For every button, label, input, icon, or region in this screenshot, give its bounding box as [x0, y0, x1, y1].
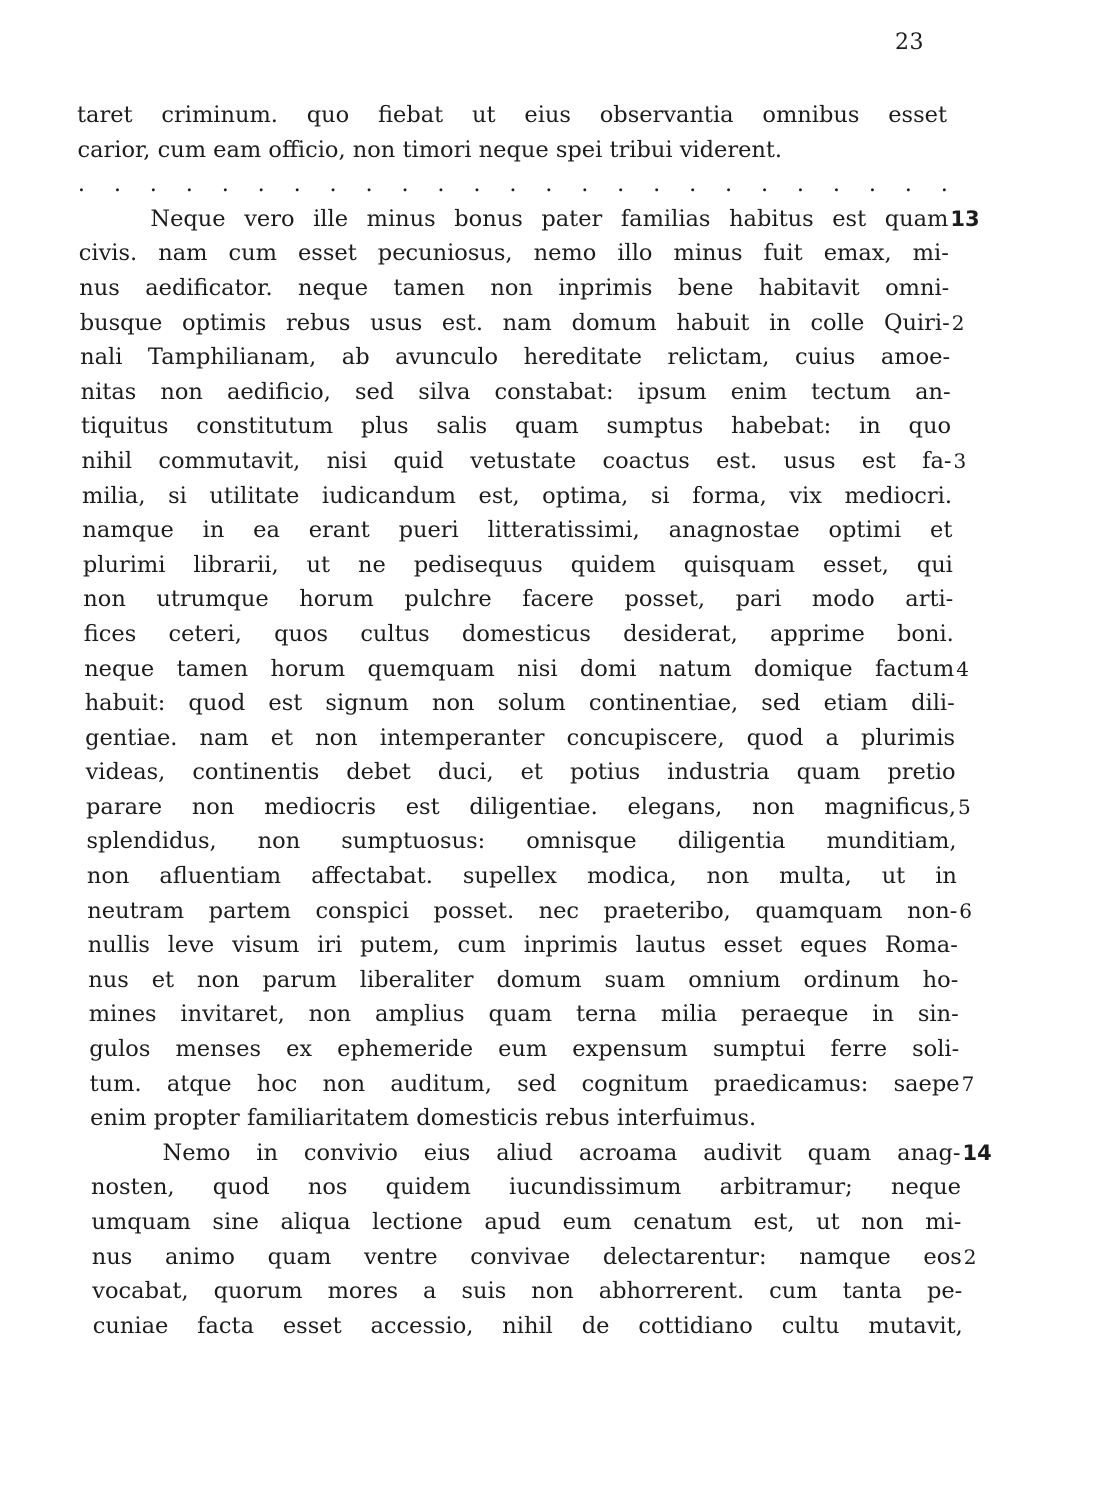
- chapter-number: 13: [950, 206, 980, 231]
- text-line: tiquitus constitutum plus salis quam sumptus habebat: in quo: [81, 413, 951, 440]
- text-line: splendidus, non sumptuosus: omnisque diligentia munditiam,: [86, 828, 957, 855]
- text-line: taret criminum. quo fiebat ut eius observantia omnibus esset: [77, 102, 947, 128]
- section-number: 2: [951, 310, 965, 335]
- section-number: 5: [958, 794, 971, 819]
- text-line: parare non mediocris est diligentiae. elegans, non magnificus, 5: [86, 790, 956, 825]
- paragraph-start-line: Neque vero ille minus bonus pater familias habitus est quam 13: [78, 202, 948, 237]
- text-line: gentiae. nam et non intemperanter concupiscere, quod a plurimis: [85, 724, 956, 751]
- text-line: umquam sine aliqua lectione apud eum cenatum est, ut non mi-: [91, 1209, 962, 1235]
- text-line: civis. nam cum esset pecuniosus, nemo illo minus fuit emax, mi-: [78, 240, 949, 267]
- ellipsis-line: . . . . . . . . . . . . . . . . . . . . . . . . .: [77, 171, 948, 198]
- text-line: habuit: quod est signum non solum continentiae, sed etiam dili-: [84, 690, 955, 717]
- text-line: enim propter familiaritatem domesticis rebus interfuimus.: [90, 1105, 757, 1132]
- text-line: nus animo quam ventre convivae delectarentur: namque eos 2: [92, 1240, 962, 1275]
- body-text: [77, 98, 992, 1343]
- section-number: 6: [959, 898, 973, 923]
- text-line: namque in ea erant pueri litteratissimi, anagnostae optimi et: [82, 517, 953, 544]
- text-line: nali Tamphilianam, ab avunculo hereditate relictam, cuius amoe-: [80, 344, 951, 371]
- text-line: fices ceteri, quos cultus domesticus desiderat, apprime boni.: [83, 620, 954, 647]
- text-line: carior, cum eam officio, non timori neque spei tribui viderent.: [77, 136, 783, 163]
- text-line: nihil commutavit, nisi quid vetustate coactus est. usus est fa- 3: [82, 444, 952, 479]
- text-line: non afluentiam affectabat. supellex modica, non multa, ut in: [86, 863, 957, 890]
- page-number: 23: [895, 30, 924, 55]
- chapter-number: 14: [962, 1140, 992, 1165]
- paragraph-start-line: Nemo in convivio eius aliud acroama audivit quam anag- 14: [91, 1136, 961, 1171]
- section-number: 7: [961, 1071, 975, 1096]
- text-line: non utrumque horum pulchre facere posset, pari modo arti-: [83, 586, 954, 613]
- text-line: milia, si utilitate iudicandum est, optima, si forma, vix mediocri.: [82, 482, 952, 509]
- text-line: plurimi librarii, ut ne pedisequus quidem quisquam esset, qui: [82, 551, 953, 578]
- text-line: tum. atque hoc non auditum, sed cognitum praedicamus: saepe 7: [90, 1067, 960, 1102]
- text-line: cuniae facta esset accessio, nihil de cottidiano cultu mutavit,: [92, 1312, 963, 1339]
- text-line: nitas non aedificio, sed silva constabat: ipsum enim tectum an-: [80, 378, 951, 405]
- section-number: 2: [963, 1244, 977, 1269]
- text-line: busque optimis rebus usus est. nam domum habuit in colle Quiri- 2: [80, 306, 950, 341]
- text-line: neque tamen horum quemquam nisi domi natum domique factum 4: [84, 652, 954, 687]
- text-line: videas, continentis debet duci, et potius industria quam pretio: [85, 759, 956, 786]
- section-number: 3: [953, 448, 967, 473]
- text-line: nus et non parum liberaliter domum suam omnium ordinum ho-: [88, 966, 959, 993]
- text-line: neutram partem conspici posset. nec praeteribo, quamquam non- 6: [87, 894, 957, 929]
- text-line: nullis leve visum iri putem, cum inprimis lautus esset eques Roma-: [87, 932, 958, 959]
- text-line: nus aedificator. neque tamen non inprimis bene habitavit omni-: [79, 274, 950, 301]
- text-line: nosten, quod nos quidem iucundissimum arbitramur; neque: [91, 1174, 961, 1201]
- text-line: gulos menses ex ephemeride eum expensum sumptui ferre soli-: [89, 1036, 960, 1063]
- text-line: vocabat, quorum mores a suis non abhorrerent. cum tanta pe-: [92, 1278, 963, 1305]
- section-number: 4: [956, 656, 969, 681]
- text-line: mines invitaret, non amplius quam terna milia peraeque in sin-: [88, 1001, 959, 1028]
